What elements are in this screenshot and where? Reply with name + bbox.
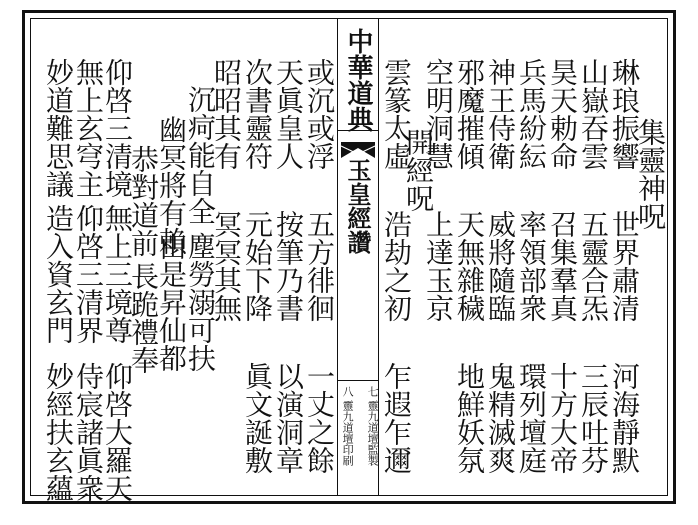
chapter-title: 玉皇經讚: [343, 158, 372, 254]
verse-line: 妙道難思議: [42, 58, 75, 198]
verse-line: 造入資玄門: [42, 204, 75, 344]
verse-line: 昊天勅命: [546, 58, 579, 170]
verse-line: 無上三境尊: [101, 204, 134, 344]
verse-line: 威將隨臨: [484, 210, 517, 322]
verse-line: 無上玄穹主: [72, 58, 105, 198]
verse-line: 山嶽吞雲: [577, 58, 610, 170]
verse-line: 妙經扶玄蘊: [42, 362, 75, 502]
verse-line: 五方徘徊: [303, 210, 336, 322]
verse-line: 或沉或浮: [303, 58, 336, 170]
verse-line: 天無雜穢: [453, 210, 486, 322]
verse-line: 鬼精滅爽: [484, 362, 517, 474]
verse-line: 仰啓三清界: [72, 204, 105, 344]
verse-line: 乍遐乍邇: [380, 362, 413, 474]
verse-line: 以演洞章: [272, 362, 305, 474]
spine-divider-bottom: [338, 380, 378, 381]
verse-line: 按筆乃書: [272, 210, 305, 322]
verse-line: 神王侍衛: [484, 58, 517, 170]
verse-line: 由是昇仙都: [155, 232, 188, 372]
verse-line: 一丈之餘: [303, 362, 336, 474]
page-number-left: 八: [341, 386, 355, 397]
verse-line: 眞文誕敷: [241, 362, 274, 474]
verse-line: 上達玉京: [422, 210, 455, 322]
verse-line: 長跪禮奉: [127, 262, 160, 374]
verse-line: 世界肅清: [608, 210, 641, 322]
verse-line: 恭對道前: [127, 145, 160, 257]
verse-line: 次書靈符: [241, 58, 274, 170]
verse-line: 天眞皇人: [272, 58, 305, 170]
verse-line: 侍宸諸眞衆: [72, 362, 105, 502]
verse-line: 三辰吐芬: [577, 362, 610, 474]
verse-line: 雲篆太虛: [380, 58, 413, 170]
verse-line: 地鮮妖氛: [453, 362, 486, 474]
verse-line: 五靈合炁: [577, 210, 610, 322]
verse-line: 河海靜默: [608, 362, 641, 474]
book-title: 中華道典: [343, 28, 373, 132]
publisher-credit-1: 靈九道壇監製: [366, 400, 380, 466]
verse-line: 冥冥其無: [210, 210, 243, 322]
verse-line: 沉疴能自全: [184, 85, 217, 225]
fishtail-mark-icon: [339, 140, 377, 160]
verse-line: 十方大帝: [546, 362, 579, 474]
verse-line: 仰啓三清境: [101, 58, 134, 198]
verse-line: 幽冥將有賴: [155, 115, 188, 255]
verse-line: 琳琅振響: [608, 58, 641, 170]
verse-line: 昭昭其有: [210, 58, 243, 170]
section-heading: 開經呪: [402, 128, 435, 212]
verse-line: 率領部衆: [515, 210, 548, 322]
verse-line: 空明洞慧: [422, 58, 455, 170]
publisher-credit-2: 靈九道壇印刷: [341, 400, 355, 466]
verse-line: 浩劫之初: [380, 210, 413, 322]
verse-line: 邪魔摧傾: [453, 58, 486, 170]
verse-line: 召集羣真: [546, 210, 579, 322]
verse-line: 環列壇庭: [515, 362, 548, 474]
verse-line: 元始下降: [241, 210, 274, 322]
verse-line: 仰啓大羅天: [101, 362, 134, 502]
verse-line: 兵馬紛紜: [515, 58, 548, 170]
page-number-right: 七: [366, 386, 380, 397]
verse-line: 塵勞溺可扶: [184, 232, 217, 372]
section-heading: 集靈神呪: [634, 118, 667, 230]
